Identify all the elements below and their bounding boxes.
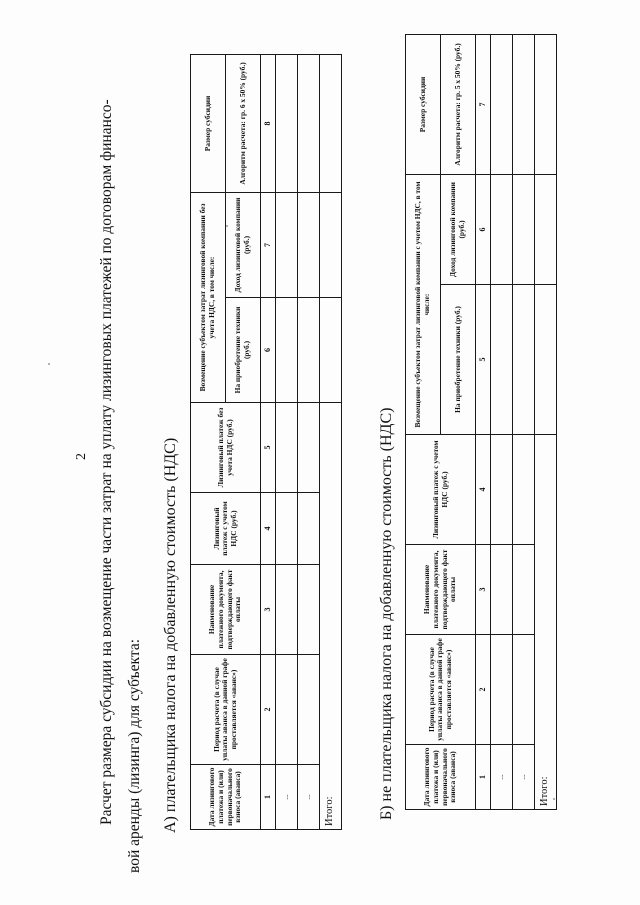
header-subsidy-algorithm: Алгоритм расчета: гр. 5 х 50% (руб.): [441, 34, 476, 174]
table-cell: [298, 655, 320, 765]
scan-speck: [553, 798, 555, 800]
column-number: 1: [476, 745, 491, 810]
ellipsis-cell: ...: [491, 745, 513, 810]
header-period: Период расчета (в случае уплаты аванса в данной графе проставляется «аванс»): [406, 635, 476, 745]
table-cell: [513, 285, 535, 435]
column-number: 8: [261, 54, 276, 192]
table-cell: [513, 635, 535, 745]
header-payment-with-vat: Лизинговый платеж с учетом НДС (руб.): [191, 493, 261, 565]
table-cell: [513, 435, 535, 545]
header-reimbursement-equipment: На приобретение техники (руб.): [226, 298, 261, 403]
header-payment-with-vat: Лизинговый платеж с учетом НДС (руб.): [406, 435, 476, 545]
total-row: [320, 54, 342, 829]
table-cell: [513, 34, 535, 174]
table-cell: [276, 655, 298, 765]
column-number: 4: [476, 435, 491, 545]
column-number: 4: [261, 493, 276, 565]
ellipsis-cell: ...: [513, 745, 535, 810]
table-cell: [513, 545, 535, 635]
table-cell: [535, 34, 557, 174]
table-row: [298, 54, 320, 829]
header-reimbursement-income: Доход лизинговой компании (руб.): [226, 192, 261, 297]
column-number: 5: [261, 403, 276, 493]
total-label: Итого:: [535, 435, 557, 810]
header-date: Дата лизингового платежа и (или) первоначального взноса (аванса): [191, 765, 261, 830]
header-subsidy-size: Размер субсидии: [191, 54, 226, 192]
column-number: 3: [476, 545, 491, 635]
table-cell: [276, 493, 298, 565]
table-cell: [298, 493, 320, 565]
scan-speck: [48, 363, 50, 365]
table-cell: [320, 54, 342, 192]
table-cell: [276, 192, 298, 297]
table-row: [276, 54, 298, 829]
column-number: 5: [476, 285, 491, 435]
table-cell: [491, 174, 513, 284]
column-number: 6: [261, 298, 276, 403]
table-cell: [298, 298, 320, 403]
column-number: 1: [261, 765, 276, 830]
table-cell: [535, 285, 557, 435]
table-cell: [491, 435, 513, 545]
header-document: Наименование платежного документа, подтверждающего факт оплаты: [191, 565, 261, 655]
table-cell: [276, 403, 298, 493]
section-b-heading: Б) не плательщика налога на добавленную стоимость (НДС): [378, 407, 395, 820]
table-cell: [298, 54, 320, 192]
table-row: [491, 34, 513, 809]
table-b-non-vat-payer: [405, 34, 557, 810]
table-cell: [491, 285, 513, 435]
table-cell: [491, 34, 513, 174]
column-number: 2: [476, 635, 491, 745]
table-cell: [276, 565, 298, 655]
table-cell: [298, 403, 320, 493]
column-number: 3: [261, 565, 276, 655]
table-cell: [276, 298, 298, 403]
table-cell: [491, 545, 513, 635]
document-title-line-2: вой аренды (лизинга) для субъекта:: [126, 638, 143, 873]
header-reimbursement-equipment: На приобретение техники (руб.): [441, 285, 476, 435]
table-cell: [298, 192, 320, 297]
document-title-line-1: Расчет размера субсидии на возмещение части затрат на уплату лизинговых платежей по договорам финансо-: [98, 99, 115, 825]
table-cell: [320, 192, 342, 297]
table-cell: [276, 54, 298, 192]
table-cell: [513, 174, 535, 284]
section-a-heading: А) плательщика налога на добавленную стоимость (НДС): [162, 437, 179, 833]
header-reimbursement-income: Доход лизинговой компании (руб.): [441, 174, 476, 284]
header-period: Период расчета (в случае уплаты аванса в данной графе проставляется «аванс»): [191, 655, 261, 765]
scan-speck: [226, 225, 228, 227]
table-cell: [491, 635, 513, 745]
table-cell: [298, 565, 320, 655]
header-payment-without-vat: Лизинговый платеж без учета НДС (руб.): [191, 403, 261, 493]
total-label: Итого:: [320, 403, 342, 830]
column-number: 7: [476, 34, 491, 174]
table-row: [513, 34, 535, 809]
header-reimbursement-group: Возмещение субъектом затрат лизинговой компании без учета НДС, в том числе:: [191, 192, 226, 402]
column-number: 6: [476, 174, 491, 284]
header-document: Наименование платежного документа, подтверждающего факт оплаты: [406, 545, 476, 635]
ellipsis-cell: ...: [298, 765, 320, 830]
header-reimbursement-group: Возмещение субъектом затрат лизинговой компании с учетом НДС, в том числе:: [406, 174, 441, 434]
header-date: Дата лизингового платежа и (или) первоначального взноса (аванса): [406, 745, 476, 810]
total-row: [535, 34, 557, 809]
header-subsidy-algorithm: Алгоритм расчета: гр. 6 х 50% (руб.): [226, 54, 261, 192]
table-cell: [535, 174, 557, 284]
column-number: 2: [261, 655, 276, 765]
page-number: 2: [74, 453, 89, 460]
header-subsidy-size: Размер субсидии: [406, 34, 441, 174]
column-number: 7: [261, 192, 276, 297]
table-a-vat-payer: [190, 54, 342, 830]
table-cell: [320, 298, 342, 403]
ellipsis-cell: ...: [276, 765, 298, 830]
